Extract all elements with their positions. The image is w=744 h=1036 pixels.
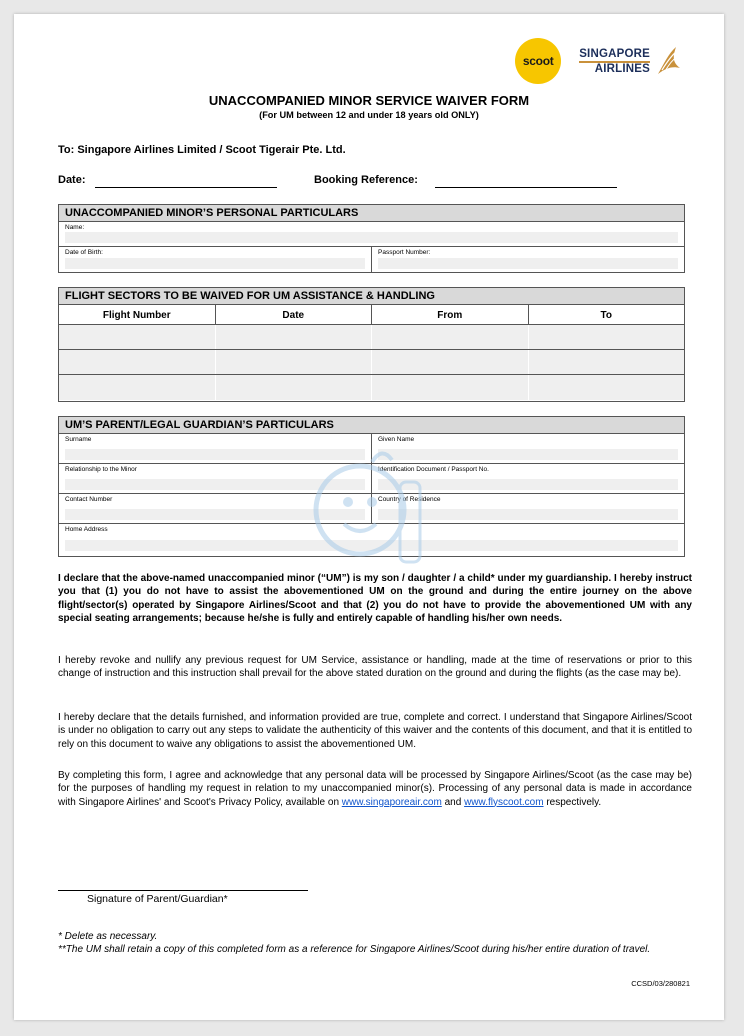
signature-label: Signature of Parent/Guardian* — [87, 893, 228, 905]
date-cell[interactable] — [216, 325, 373, 349]
field-label: Home Address — [65, 526, 108, 533]
sia-bird-icon — [654, 44, 684, 78]
field-label: Given Name — [378, 436, 415, 443]
column-header-to: To — [600, 310, 612, 321]
field-label: Name: — [65, 224, 85, 231]
revoke-paragraph: I hereby revoke and nullify any previous request for UM Service, assistance or handling, made at the time of reservations or prior to this change of instruction and this instruction shall prevail for the above stated duration on the ground and during the flights (as the case may be). — [58, 655, 692, 680]
minor-name-field[interactable] — [59, 222, 684, 246]
field-label: Date of Birth: — [65, 249, 103, 256]
field-label: Passport Number: — [378, 249, 431, 256]
watermark-icon — [312, 442, 432, 582]
to-cell[interactable] — [529, 325, 685, 349]
booking-reference-field[interactable] — [435, 173, 617, 188]
flyscoot-link[interactable]: www.flyscoot.com — [464, 796, 544, 808]
logos — [515, 36, 684, 86]
truth-declaration-paragraph: I hereby declare that the details furnished, and information provided are true, complete and correct. I understand that Singapore Airlines/Scoot is under no obligation to carry out any steps to validate the authenticity of this waiver and the contents of this document, and that it is entitled to rely on this document to waive any obligations to assist the abovementioned UM. — [58, 712, 692, 750]
privacy-paragraph: By completing this form, I agree and acknowledge that any personal data will be processed by Singapore Airlines/Scoot (as the case may be) for the purposes of handling my request in relation to my unaccompanied minor(s). Processing of any personal data is made in accordance with Singapore Airlines' and Scoot's Privacy Policy, available on www.singaporeair.com and www.flyscoot.com respectively. — [58, 770, 692, 808]
sia-logo-line1: SINGAPORE — [579, 47, 650, 60]
column-header-date: Date — [216, 305, 373, 324]
minor-particulars-section — [58, 204, 685, 273]
signature-line[interactable] — [58, 890, 308, 891]
form-page — [14, 14, 724, 1020]
footnote-retain-copy: **The UM shall retain a copy of this completed form as a reference for Singapore Airlines/Scoot during his/her entire duration of travel. — [58, 944, 651, 955]
field-label: Country of Residence — [378, 496, 441, 503]
date-field[interactable] — [95, 173, 277, 188]
column-header-flight-number: Flight Number — [59, 305, 216, 324]
scoot-logo: scoot — [515, 38, 561, 84]
from-cell[interactable] — [372, 375, 529, 400]
minor-passport-field[interactable] — [372, 247, 684, 272]
flight-sectors-section — [58, 287, 685, 402]
flight-number-cell[interactable] — [59, 325, 216, 349]
from-cell[interactable] — [372, 325, 529, 349]
field-label: Surname — [65, 436, 92, 443]
form-code: CCSD/03/280821 — [631, 979, 690, 988]
singapore-airlines-logo — [579, 44, 684, 78]
column-header-from: From — [372, 305, 529, 324]
table-row — [59, 375, 684, 400]
singaporeair-link[interactable]: www.singaporeair.com — [341, 796, 442, 808]
addressee: To: Singapore Airlines Limited / Scoot Tigerair Pte. Ltd. — [58, 144, 346, 156]
form-title: UNACCOMPANIED MINOR SERVICE WAIVER FORM — [208, 93, 530, 108]
form-subtitle: (For UM between 12 and under 18 years old ONLY) — [259, 110, 479, 120]
date-cell[interactable] — [216, 375, 373, 400]
date-cell[interactable] — [216, 350, 373, 374]
field-label: Identification Document / Passport No. — [378, 466, 489, 473]
field-label: Contact Number — [65, 496, 113, 503]
booking-reference-label: Booking Reference: — [314, 174, 418, 186]
footnote-delete: * Delete as necessary. — [58, 931, 158, 942]
table-row — [59, 325, 684, 350]
flight-number-cell[interactable] — [59, 350, 216, 374]
table-row — [59, 350, 684, 375]
section-heading: FLIGHT SECTORS TO BE WAIVED FOR UM ASSISTANCE & HANDLING — [59, 288, 684, 305]
field-label: Relationship to the Minor — [65, 466, 137, 473]
section-heading: UM’S PARENT/LEGAL GUARDIAN’S PARTICULARS — [59, 417, 684, 434]
declaration-paragraph: I declare that the above-named unaccompanied minor (“UM”) is my son / daughter / a child* under my guardianship. I hereby instruct you that (1) you do not have to assist the abovementioned UM on the ground and during the entire journey on the above flight/sector(s) operated by Singapore Airlines/Scoot and that (2) you do not have to provide the abovementioned UM with any special seating arrangements; because he/she is fully and entirely capable of handling his/her own needs. — [58, 573, 692, 624]
flight-number-cell[interactable] — [59, 375, 216, 400]
minor-dob-field[interactable] — [59, 247, 372, 272]
from-cell[interactable] — [372, 350, 529, 374]
to-cell[interactable] — [529, 375, 685, 400]
to-cell[interactable] — [529, 350, 685, 374]
section-heading: UNACCOMPANIED MINOR’S PERSONAL PARTICULARS — [59, 205, 684, 222]
date-label: Date: — [58, 174, 86, 186]
sia-logo-line2: AIRLINES — [579, 61, 650, 75]
